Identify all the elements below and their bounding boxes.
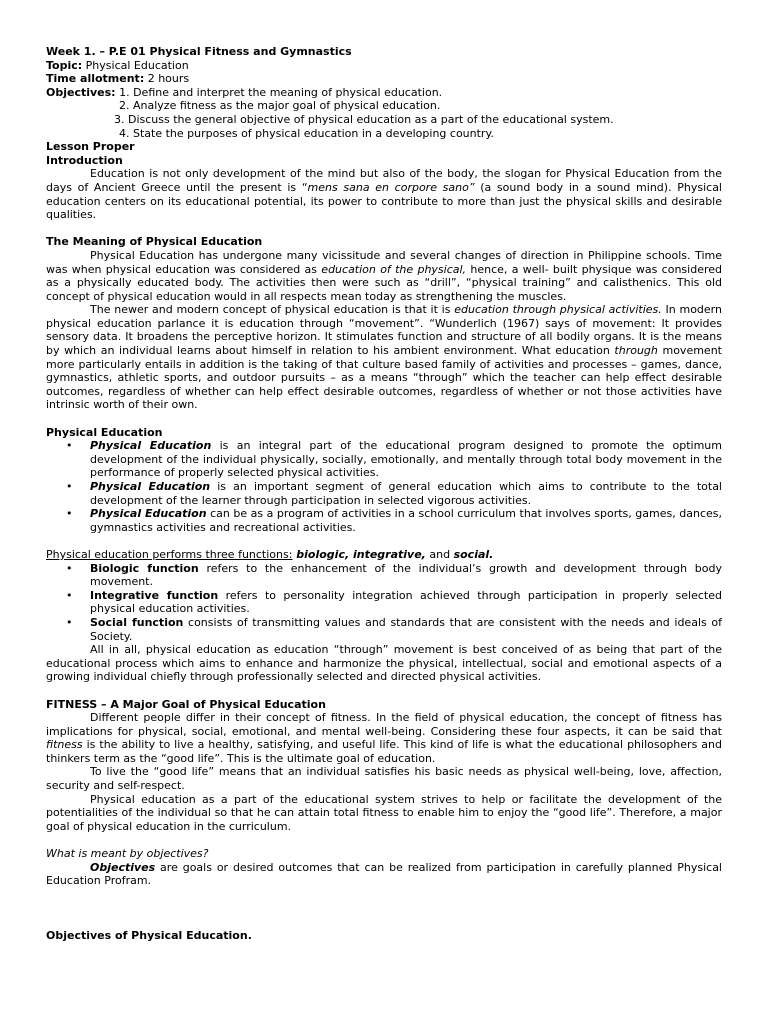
fitness-paragraph-3: Physical education as a part of the educational system strives to help or facilitate the development of the potentialities of the individual so that he can attain total fitness to enable him to enjoy the “good life”. Therefore, a major goal of physical education in the curriculum.	[46, 792, 722, 833]
time-allotment-line: Time allotment: 2 hours	[46, 72, 190, 86]
list-item: • Social function consists of transmitting values and standards that are consistent with the needs and ideals of Society.	[66, 615, 722, 643]
fitness-heading: FITNESS – A Major Goal of Physical Education	[46, 697, 326, 711]
list-item: • Physical Education is an important segment of general education which aims to contribute to the total development of the learner through participation in selected vigorous activities.	[66, 480, 722, 507]
document-title: Week 1. – P.E 01 Physical Fitness and Gymnastics	[46, 45, 352, 58]
objectives-question: What is meant by objectives?	[46, 847, 209, 861]
meaning-paragraph-1: Physical Education has undergone many vicissitude and several changes of direction in Philippine schools. Time was when physical education was considered as education of the physical, hence, a well- built physique was considered as a physically educated body. The activities then were such as “drill”, “physical training” and calisthenics. This old concept of physical education would in all respects mean today as strengthening the muscles.	[46, 248, 722, 303]
summary-paragraph: All in all, physical education as education “through” movement is best conceived of as being that part of the educational process which aims to enhance and harmonize the physical, intellectual, social and emotional aspects of a growing individual chiefly through professionally selected and directed physical activities.	[46, 643, 722, 684]
objectives-of-pe-heading: Objectives of Physical Education.	[46, 928, 252, 942]
physical-education-heading: Physical Education	[46, 425, 163, 439]
objective-2: 2. Analyze fitness as the major goal of physical education.	[119, 99, 441, 113]
fitness-paragraph-2: To live the “good life” means that an individual satisfies his basic needs as physical well-being, love, affection, security and self-respect.	[46, 765, 722, 793]
list-item: • Physical Education can be as a program of activities in a school curriculum that involves sports, games, dances, gymnastics activities and recreational activities.	[66, 507, 722, 534]
introduction-paragraph: Education is not only development of the mind but also of the body, the slogan for Physical Education from the days of Ancient Greece until the present is “mens sana en corpore sano” (a sound body in a sound mind). Physical education centers on its educational potential, its power to contribute to more than just the physical skills and desirable qualities.	[46, 167, 722, 222]
objective-3: 3. Discuss the general objective of physical education as a part of the educational system.	[114, 112, 614, 126]
objective-4: 4. State the purposes of physical education in a developing country.	[119, 126, 494, 140]
definition-list	[46, 439, 722, 534]
meaning-heading: The Meaning of Physical Education	[46, 235, 263, 249]
meaning-paragraph-2: The newer and modern concept of physical education is that it is education through physical activities. In modern physical education parlance it is education through “movement”. “Wunderlich (1967) says of movement: It provides sensory data. It broadens the perceptive horizon. It stimulates function and structure of all bodily organs. It is the means by which an individual learns about himself in relation to his ambient environment. What education through movement more particularly entails in addition is the taking of that culture based family of activities and processes – games, dance, gymnastics, athletic sports, and outdoor pursuits – as a means “through” which the teacher can help effect desirable outcomes, regardless of whether can help effect desirable outcomes, regardless of whether or not those activities have intrinsic worth of their own.	[46, 303, 722, 412]
objectives-definition: Objectives are goals or desired outcomes that can be realized from participation in carefully planned Physical Education Profram.	[46, 860, 722, 888]
list-item: • Physical Education is an integral part of the educational program designed to promote the optimum development of the individual physically, socially, emotionally, and mentally through total body movement in the performance of properly selected physical activities.	[66, 439, 722, 480]
functions-list	[46, 562, 722, 644]
introduction-heading: Introduction	[46, 153, 123, 167]
topic-line: Topic: Physical Education	[46, 58, 189, 72]
functions-intro: Physical education performs three functions: biologic, integrative, and social.	[46, 547, 494, 561]
fitness-paragraph-1: Different people differ in their concept of fitness. In the field of physical education, the concept of fitness has implications for physical, social, emotional, and mental well-being. Considering these four aspects, it can be said that fitness is the ability to live a healthy, satisfying, and useful life. This kind of life is what the educational philosophers and thinkers term as the “good life”. This is the ultimate goal of education.	[46, 711, 722, 765]
lesson-proper-heading: Lesson Proper	[46, 140, 135, 154]
list-item: • Integrative function refers to personality integration achieved through participation in properly selected physical education activities.	[66, 588, 722, 616]
objective-1: Objectives: 1. Define and interpret the meaning of physical education.	[46, 85, 443, 99]
document-content	[46, 45, 722, 942]
list-item: • Biologic function refers to the enhancement of the individual’s growth and development through body movement.	[66, 561, 723, 589]
